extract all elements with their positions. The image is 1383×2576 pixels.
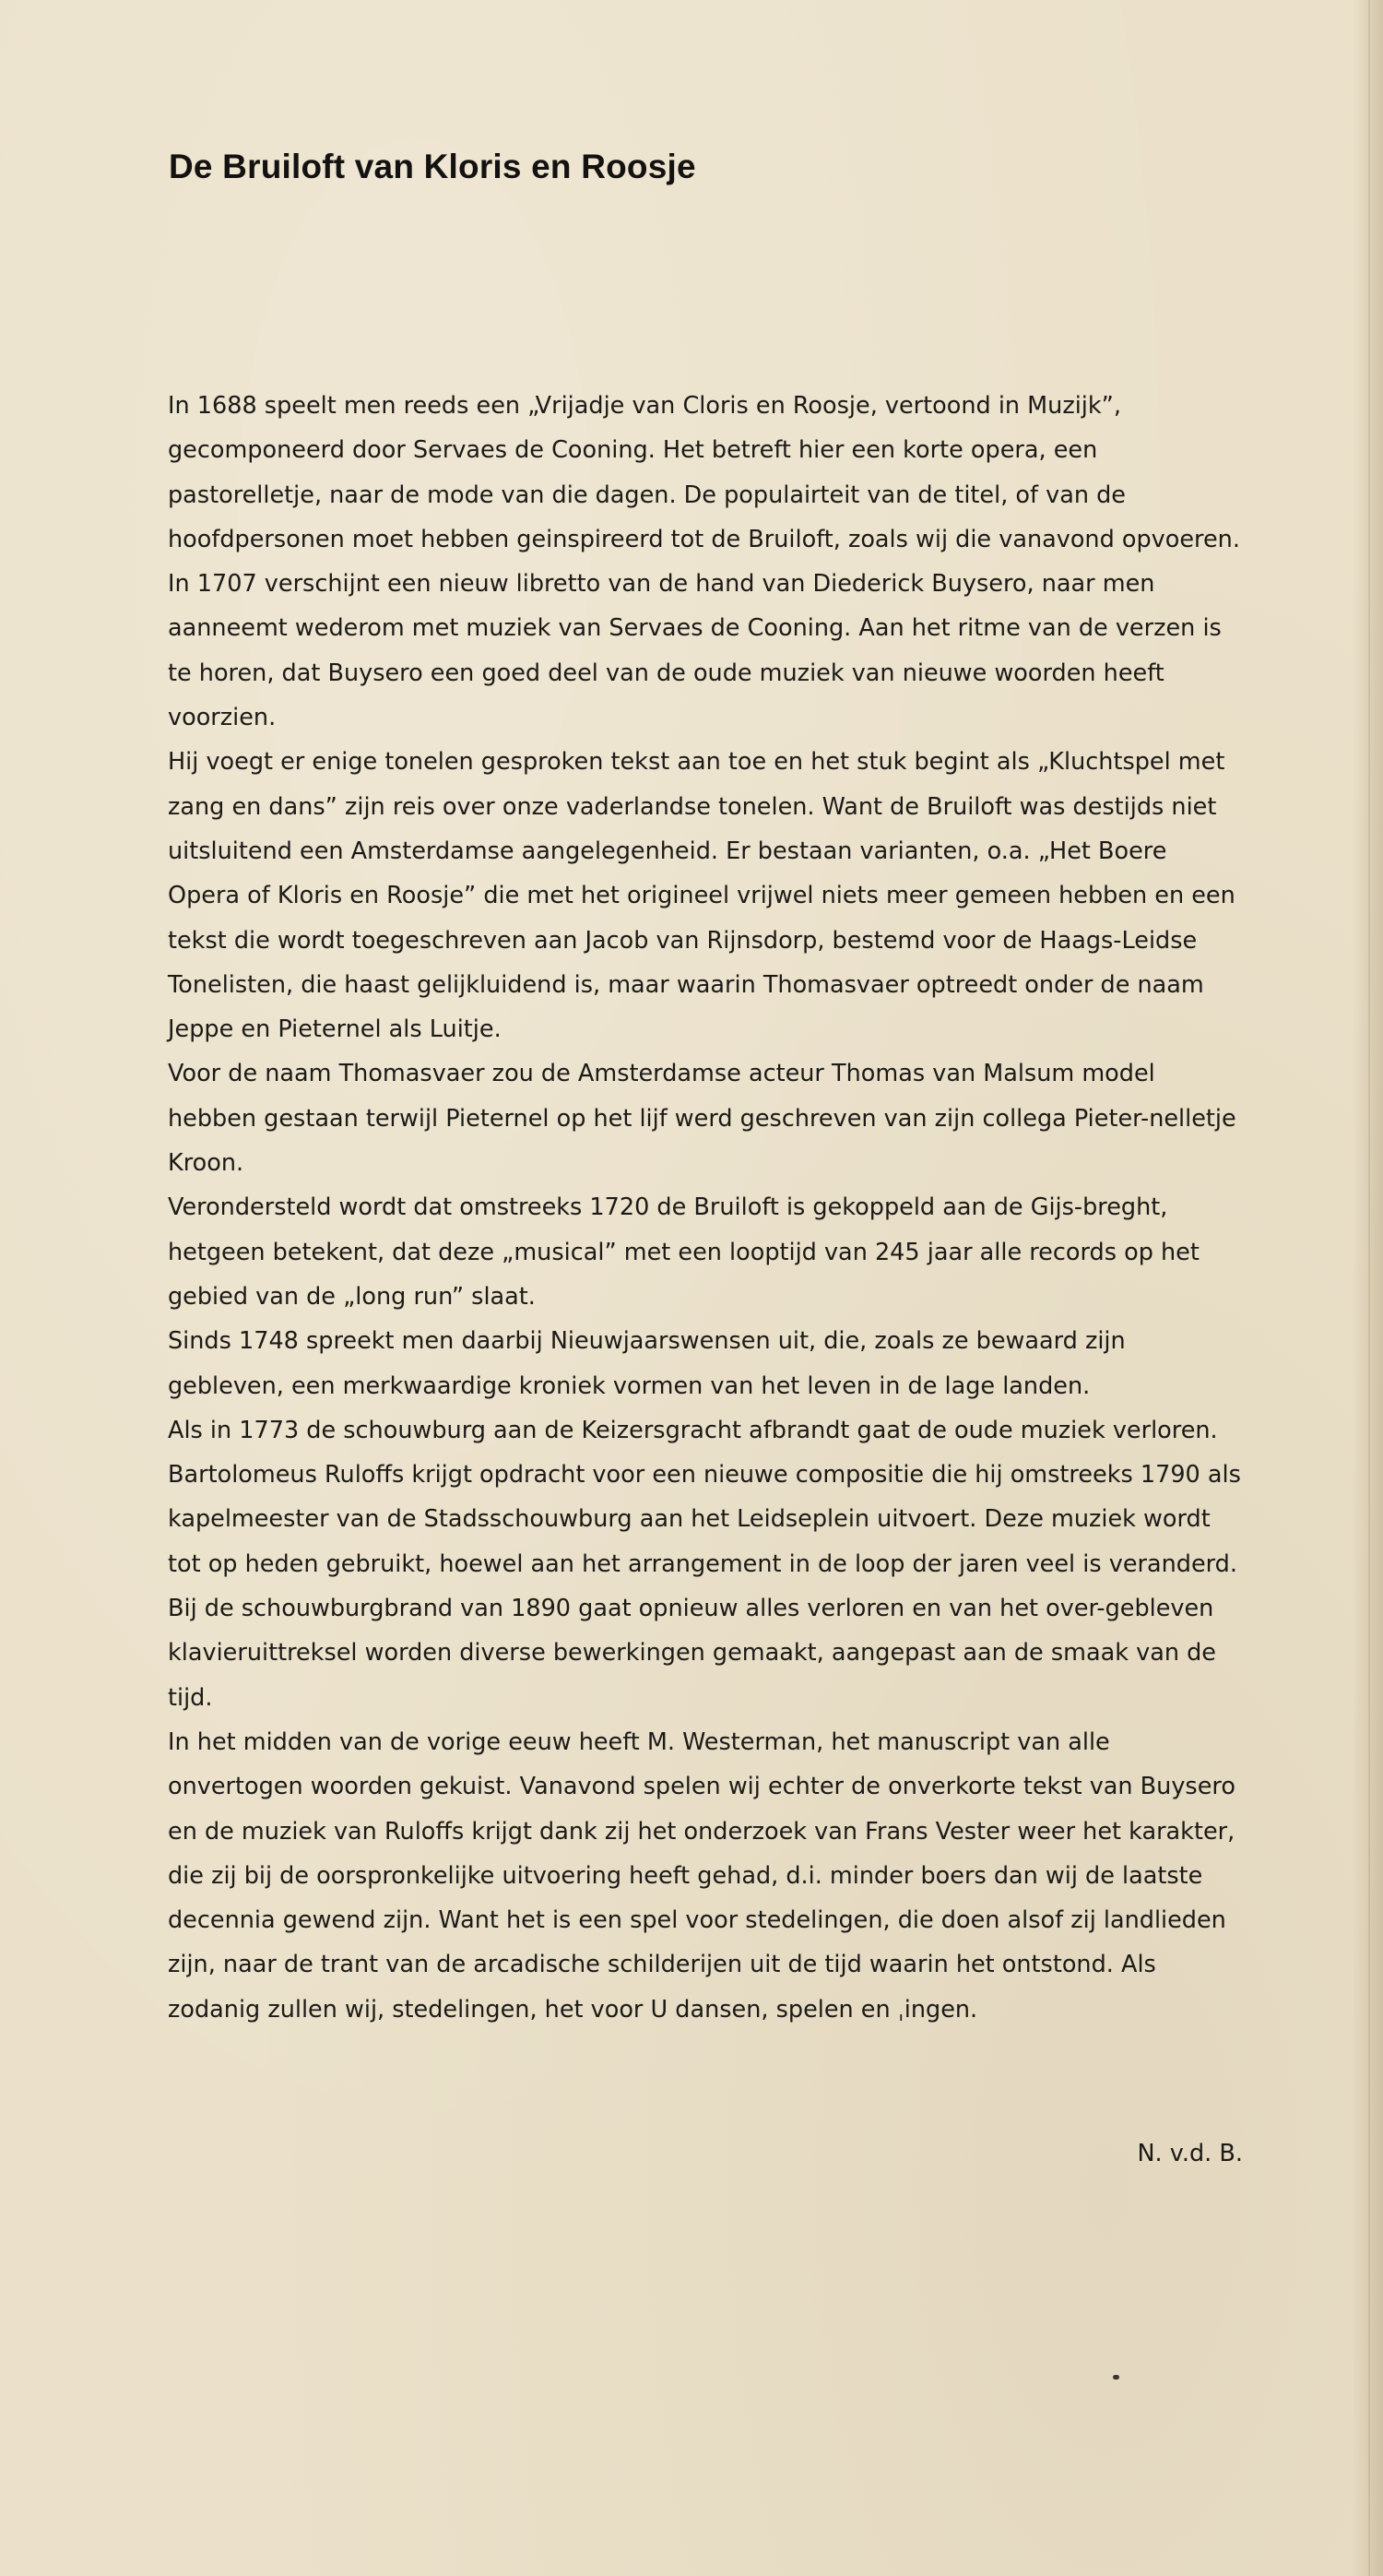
document-body: [168, 384, 1245, 2032]
paragraph-1: In 1688 speelt men reeds een „Vrijadje van Cloris en Roosje, vertoond in Muzijk”, gecomponeerd door Servaes de Cooning. Het betreft hier een korte opera, een pastorelletje, naar de mode van die dagen. De populairteit van de titel, of van de hoofdpersonen moet hebben geinspireerd tot de Bruiloft, zoals wij die vanavond opvoeren. In 1707 verschijnt een nieuw libretto van de hand van Diederick Buysero, naar men aanneemt wederom met muziek van Servaes de Cooning. Aan het ritme van de verzen is te horen, dat Buysero een goed deel van de oude muziek van nieuwe woorden heeft voorzien.: [168, 392, 1240, 732]
paper-speck: [1113, 2375, 1119, 2380]
paragraph-7: Bij de schouwburgbrand van 1890 gaat opnieuw alles verloren en van het over-gebleven klavieruittreksel worden diverse bewerkingen gemaakt, aangepast aan de smaak van de tijd.: [168, 1595, 1216, 1712]
paragraph-4: Verondersteld wordt dat omstreeks 1720 de Bruiloft is gekoppeld aan de Gijs-breght, hetgeen betekent, dat deze „musical” met een looptijd van 245 jaar alle records op het gebied van de „long run” slaat.: [168, 1193, 1200, 1311]
paragraph-3: Voor de naam Thomasvaer zou de Amsterdamse acteur Thomas van Malsum model hebben gestaan terwijl Pieternel op het lijf werd geschreven van zijn collega Pieter-nelletje Kroon.: [168, 1060, 1236, 1178]
author-signature: N. v.d. B.: [1137, 2140, 1243, 2167]
page-fold-line: [1368, 0, 1370, 2576]
page-edge-shadow: [1352, 0, 1383, 2576]
document-title: De Bruiloft van Kloris en Roosje: [169, 148, 696, 185]
paragraph-2: Hij voegt er enige tonelen gesproken tekst aan toe en het stuk begint als „Kluchtspel met zang en dans” zijn reis over onze vaderlandse tonelen. Want de Bruiloft was destijds niet uitsluitend een Amsterdamse aangelegenheid. Er bestaan varianten, o.a. „Het Boere Opera of Kloris en Roosje” die met het origineel vrijwel niets meer gemeen hebben en een tekst die wordt toegeschreven aan Jacob van Rijnsdorp, bestemd voor de Haags-Leidse Tonelisten, die haast gelijkluidend is, maar waarin Thomasvaer optreedt onder de naam Jeppe en Pieternel als Luitje.: [168, 748, 1235, 1044]
paragraph-5: Sinds 1748 spreekt men daarbij Nieuwjaarswensen uit, die, zoals ze bewaard zijn gebleven, een merkwaardige kroniek vormen van het leven in de lage landen.: [168, 1327, 1126, 1400]
paragraph-8: In het midden van de vorige eeuw heeft M. Westerman, het manuscript van alle onvertogen woorden gekuist. Vanavond spelen wij echter de onverkorte tekst van Buysero en de muziek van Ruloffs krijgt dank zij het onderzoek van Frans Vester weer het karakter, die zij bij de oorspronkelijke uitvoering heeft gehad, d.i. minder boers dan wij de laatste decennia gewend zijn. Want het is een spel voor stedelingen, die doen alsof zij landlieden zijn, naar de trant van de arcadische schilderijen uit de tijd waarin het ontstond. Als zodanig zullen wij, stedelingen, het voor U dansen, spelen en ˌingen.: [168, 1727, 1235, 2024]
paragraph-6: Als in 1773 de schouwburg aan de Keizersgracht afbrandt gaat de oude muziek verloren. Bartolomeus Ruloffs krijgt opdracht voor een nieuwe compositie die hij omstreeks 1790 als kapelmeester van de Stadsschouwburg aan het Leidseplein uitvoert. Deze muziek wordt tot op heden gebruikt, hoewel aan het arrangement in de loop der jaren veel is veranderd.: [168, 1416, 1241, 1578]
